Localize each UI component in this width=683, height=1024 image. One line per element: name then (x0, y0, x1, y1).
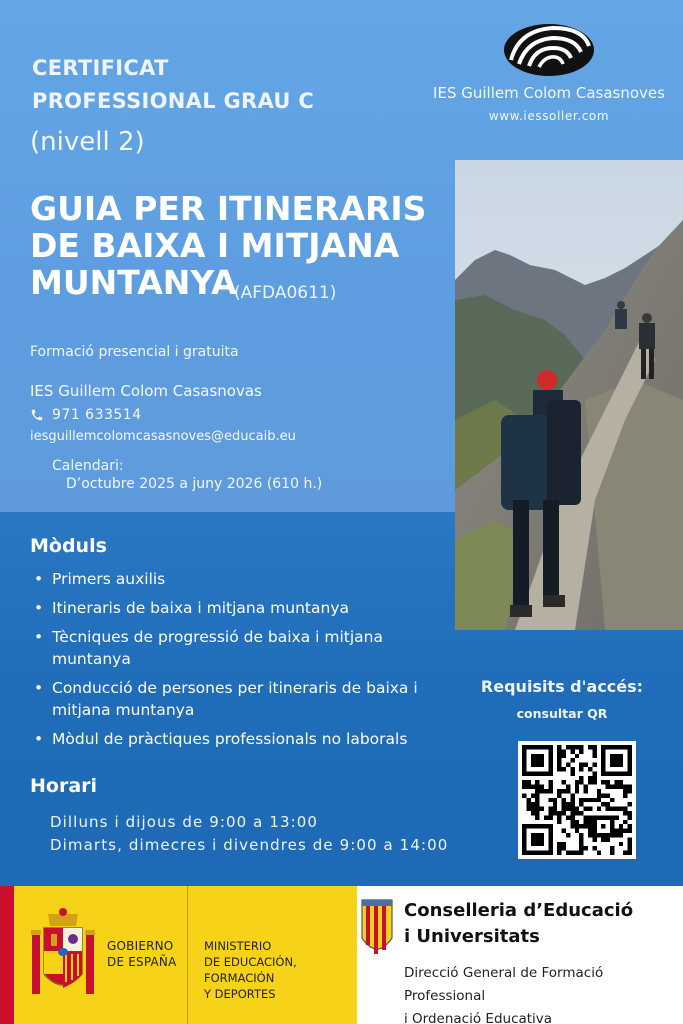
schedule-title: Horari (30, 775, 98, 797)
module-item: • Primers auxilis (34, 568, 434, 590)
ministry-line-1: MINISTERIO (204, 939, 272, 953)
level-label: (nivell 2) (30, 127, 145, 157)
direccio-line-2: i Ordenació Educativa (404, 1011, 553, 1024)
gobierno-line-2: DE ESPAÑA (107, 955, 177, 969)
course-title-line-1: GUIA PER ITINERARIS (30, 189, 427, 228)
spain-coat-of-arms-icon (28, 904, 98, 1008)
modules-list (34, 568, 434, 757)
email-address: iesguillemcolomcasasnoves@educaib.eu (30, 429, 296, 444)
modules-title: Mòduls (30, 535, 107, 557)
direccio-label (404, 962, 683, 1024)
ministry-line-3: Y DEPORTES (204, 987, 276, 1001)
course-title-line-2: DE BAIXA I MITJANA (30, 226, 400, 265)
government-logo-block (0, 886, 357, 1024)
training-format: Formació presencial i gratuita (30, 344, 239, 360)
certificate-line-1: CERTIFICAT (32, 56, 169, 80)
shell-logo-icon (501, 20, 597, 78)
course-title-line-3: MUNTANYA (30, 263, 237, 302)
gobierno-label (107, 938, 177, 970)
footer-logos (0, 886, 683, 1024)
phone-number: 971 633514 (52, 407, 142, 423)
qr-code-graphic (522, 745, 632, 855)
calendar-dates: D’octubre 2025 a juny 2026 (610 h.) (66, 476, 323, 492)
course-code: (AFDA0611) (234, 283, 337, 303)
module-item: • Tècniques de progressió de baixa i mitjana muntanya (34, 626, 434, 670)
school-contact-name: IES Guillem Colom Casasnovas (30, 382, 262, 400)
conselleria-label (404, 898, 633, 950)
certificate-line-2: PROFESSIONAL GRAU C (32, 89, 315, 113)
school-name: IES Guillem Colom Casasnoves (433, 84, 665, 102)
school-header (420, 20, 678, 123)
gobierno-line-1: GOBIERNO (107, 939, 174, 953)
ministry-line-2: DE EDUCACIÓN, FORMACIÓN (204, 955, 297, 985)
balearic-shield-icon (360, 898, 394, 960)
school-website: www.iessoller.com (488, 109, 610, 123)
requirements-subtitle: consultar QR (516, 706, 608, 721)
hikers-photo (455, 160, 683, 630)
schedule-line-2: Dimarts, dimecres i divendres de 9:00 a 14:00 (50, 836, 449, 854)
spain-flag-stripe (0, 886, 14, 1024)
phone-icon (30, 408, 44, 422)
schedule-line-1: Dilluns i dijous de 9:00 a 13:00 (50, 813, 319, 831)
direccio-line-1: Direcció General de Formació Professional (404, 965, 604, 1004)
divider (187, 886, 188, 1024)
requirements-title: Requisits d'accés: (480, 677, 644, 696)
certificate-label (32, 52, 314, 118)
phone-row (30, 407, 142, 423)
ministry-label (204, 938, 360, 1002)
module-item: • Itineraris de baixa i mitjana muntanya (34, 597, 434, 619)
qr-code-icon[interactable] (518, 741, 636, 859)
conselleria-line-1: Conselleria d’Educació (404, 900, 634, 921)
module-item: • Mòdul de pràctiques professionals no laborals (34, 728, 434, 750)
calendar-label: Calendari: (52, 458, 124, 474)
module-item: • Conducció de persones per itineraris de baixa i mitjana muntanya (34, 677, 434, 721)
conselleria-line-2: i Universitats (404, 926, 540, 947)
